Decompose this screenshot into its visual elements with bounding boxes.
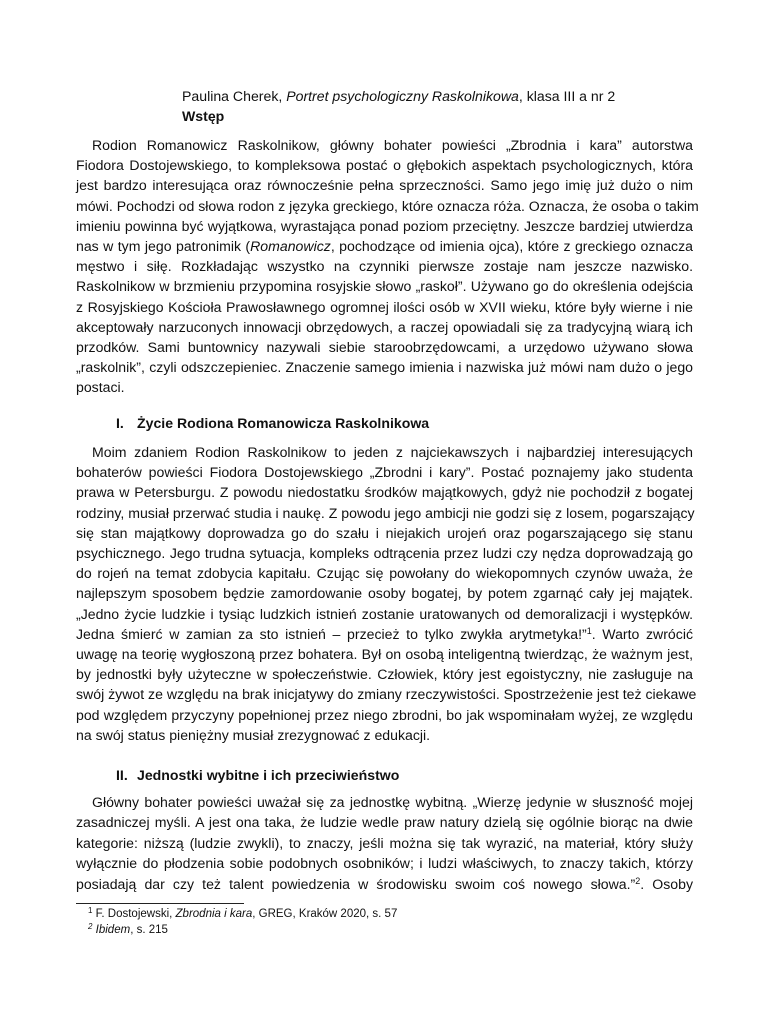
text-run: , pochodzące od imienia ojca), które z greckiego oznacza	[330, 238, 693, 254]
text-run: bohaterów powieści Fiodora Dostojewskiego „Zbrodni i kary”. Postać poznajemy jako studenta	[76, 464, 693, 481]
text-line	[76, 624, 693, 644]
text-line	[76, 543, 693, 563]
text-line	[76, 725, 430, 745]
footnote-reference: 2	[88, 921, 93, 931]
text-line	[76, 317, 693, 337]
document-header-line	[182, 86, 615, 106]
text-run: rodziny, musiał przerwać studia i naukę. Z powodu jego ambicji nie godzi się z losem, pogarszający	[76, 504, 695, 521]
text-line	[76, 337, 693, 357]
text-line	[76, 256, 693, 276]
text-line	[76, 462, 693, 482]
footnote-reference: 2	[635, 875, 641, 886]
section-1-number: I.	[116, 415, 124, 431]
section-1-heading: Życie Rodiona Romanowicza Raskolnikowa	[137, 415, 430, 431]
text-line	[76, 664, 693, 684]
text-line	[76, 853, 693, 873]
text-run: do rojeń na temat zdobycia kapitału. Czując się powołany do wiekopomnych czynów uważa, że	[76, 565, 693, 582]
author-name: Paulina Cherek,	[182, 88, 287, 104]
text-line	[76, 482, 693, 502]
text-run: Ibidem	[95, 923, 131, 936]
text-run: psychicznego. Jego trudna sytuacja, kompleks odtrącenia przez ludzi czy nędza doprowadzają go	[76, 545, 693, 561]
section-2-number: II.	[116, 767, 128, 783]
text-line	[76, 874, 693, 894]
text-run: jest bardzo interesująca oraz równocześnie pełna sprzeczności. Samo jego imię już dużo o nim	[76, 177, 693, 194]
text-line	[76, 604, 693, 624]
text-run: prawa w Petersburgu. Z powodu niedostatku środków majątkowych, gdyż nie pochodził z bogatej	[76, 484, 693, 501]
text-line	[76, 357, 693, 377]
text-run: Romanowicz	[250, 238, 331, 254]
text-run: z Rosyjskiego Kościoła Prawosławnego ogromnej ilości osób w XVII wieku, które były wierne i nie	[76, 298, 693, 315]
footnote-reference: 1	[586, 625, 592, 636]
text-line	[76, 812, 693, 832]
text-run: męstwo i siłę. Rozkładając wszystko na czynniki pierwsze zostaje nam jeszcze nazwisko.	[76, 258, 693, 275]
text-run: akceptowały narzuconych innowacji obrzędowych, a raczej opowiadali się za tradycyjną wiarą ich	[76, 318, 693, 335]
text-run: mówi. Pochodzi od słowa rodon z języka greckiego, które oznacza róża. Oznacza, że osoba o takim	[76, 197, 699, 214]
text-line	[92, 792, 693, 812]
footnote-separator	[76, 903, 244, 904]
intro-heading: Wstęp	[182, 108, 225, 124]
text-line	[76, 175, 693, 195]
text-run: Rodion Romanowicz Raskolnikow, główny bohater powieści „Zbrodnia i kara” autorstwa	[92, 137, 693, 153]
text-line	[76, 377, 125, 397]
text-line	[76, 236, 693, 256]
text-run: wyłącznie do płodzenia sobie podobnych osobników; i ludzi właściwych, to znaczy takich, którzy	[76, 855, 693, 872]
text-run: „Jedno życie ludzkie i tysiąc ludzkich istnień zostanie uratowanych od demoralizacji i występków.	[76, 605, 693, 622]
text-run: Fiodora Dostojewskiego, to kompleksowa postać o głębokich aspektach psychologicznych, która	[76, 157, 693, 174]
text-line	[76, 583, 693, 603]
text-run: zasadniczej myśli. A jest ona taka, że ludzie wedle praw natury dzielą się ogólnie biorąc na dwie	[76, 814, 693, 831]
text-run: Główny bohater powieści uważał się za jednostkę wybitną. „Wierzę jedynie w słuszność mojej	[92, 794, 693, 810]
text-run: nas w tym jego patronimik (	[76, 238, 251, 254]
section-2-heading: Jednostki wybitne i ich przeciwieństwo	[137, 767, 400, 783]
text-line	[76, 297, 693, 317]
text-line	[76, 684, 697, 704]
text-run: swój żywot ze względu na brak inicjatywy do zmiany rzeczywistości. Spostrzeżenie jest też ciekawe	[76, 686, 697, 703]
text-run: Moim zdaniem Rodion Raskolnikow to jeden z najciekawszych i najbardziej interesujących	[92, 444, 693, 460]
text-run: Jedna śmierć w zamian za sto istnień – przecież to tylko zwykła arytmetyka!”	[76, 625, 587, 642]
text-line	[76, 503, 693, 523]
text-run: F. Dostojewski,	[92, 908, 176, 920]
footnote-reference: 1	[88, 906, 93, 915]
text-run: najlepszym sposobem będzie zamordowanie osoby bogatej, by potem zgarnąć cały jej majątek.	[76, 585, 693, 602]
text-line	[76, 644, 693, 664]
text-line	[76, 276, 693, 296]
class-info: , klasa III a nr 2	[518, 88, 616, 104]
text-run: się stan majątkowy doprowadza go do szału i niejakich urojeń oraz pogarszającego się stanu	[76, 524, 693, 541]
text-run: postaci.	[76, 379, 125, 396]
text-run: , GREG, Kraków 2020, s. 57	[252, 908, 398, 920]
text-line	[76, 563, 693, 583]
text-line	[76, 833, 693, 853]
text-run: „raskolnik”, czyli odszczepieniec. Znaczenie samego imienia i nazwiska już mówi nam dużo o jego	[76, 359, 693, 376]
text-line	[92, 442, 693, 462]
text-run: . Osoby	[640, 875, 693, 892]
text-run: pod względem przyczyny popełnionej przez niego zbrodni, bo jak wspominałam wyżej, ze względu	[76, 706, 693, 723]
footnote-1	[88, 907, 397, 922]
text-run: kategorie: niższą (ludzie zwykli), to znaczy, jeśli można się tak wyrazić, na materiał, który służy	[76, 834, 693, 851]
text-run: posiadają dar czy też talent powiedzenia w środowisku swoim coś nowego słowa.”	[76, 875, 636, 892]
text-line	[76, 705, 693, 725]
text-run: by jednostki były użyteczne w społeczeństwie. Człowiek, który jest egoistyczny, nie zasługuje na	[76, 666, 693, 683]
text-run: przodków. Sami buntownicy nazywali siebie staroobrzędowcami, a urzędowo używano słowa	[76, 339, 693, 355]
text-line	[92, 135, 693, 155]
text-run: Raskolnikow w brzmieniu przypomina rosyjskie słowo „raskoł”. Używano go do określenia odejścia	[76, 278, 693, 295]
text-line	[76, 155, 693, 175]
text-run: Zbrodnia i kara	[175, 908, 253, 920]
text-line	[76, 216, 693, 236]
text-line	[76, 523, 693, 543]
essay-title: Portret psychologiczny Raskolnikowa	[286, 88, 519, 104]
text-run: , s. 215	[130, 923, 168, 936]
text-run: uwagę na teorię wygłoszoną przez bohatera. Był on osobą inteligentną twierdząc, że ważnym jest,	[76, 646, 693, 662]
text-line	[76, 196, 699, 216]
text-run: . Warto zwrócić	[591, 625, 693, 642]
footnote-2	[88, 923, 168, 938]
text-run: na swój status pieniężny musiał zrezygnować z edukacji.	[76, 726, 431, 743]
text-run: imieniu powinna być wyjątkowa, wyrastająca ponad poziom przeciętny. Jeszcze bardziej utwierdza	[76, 217, 693, 234]
